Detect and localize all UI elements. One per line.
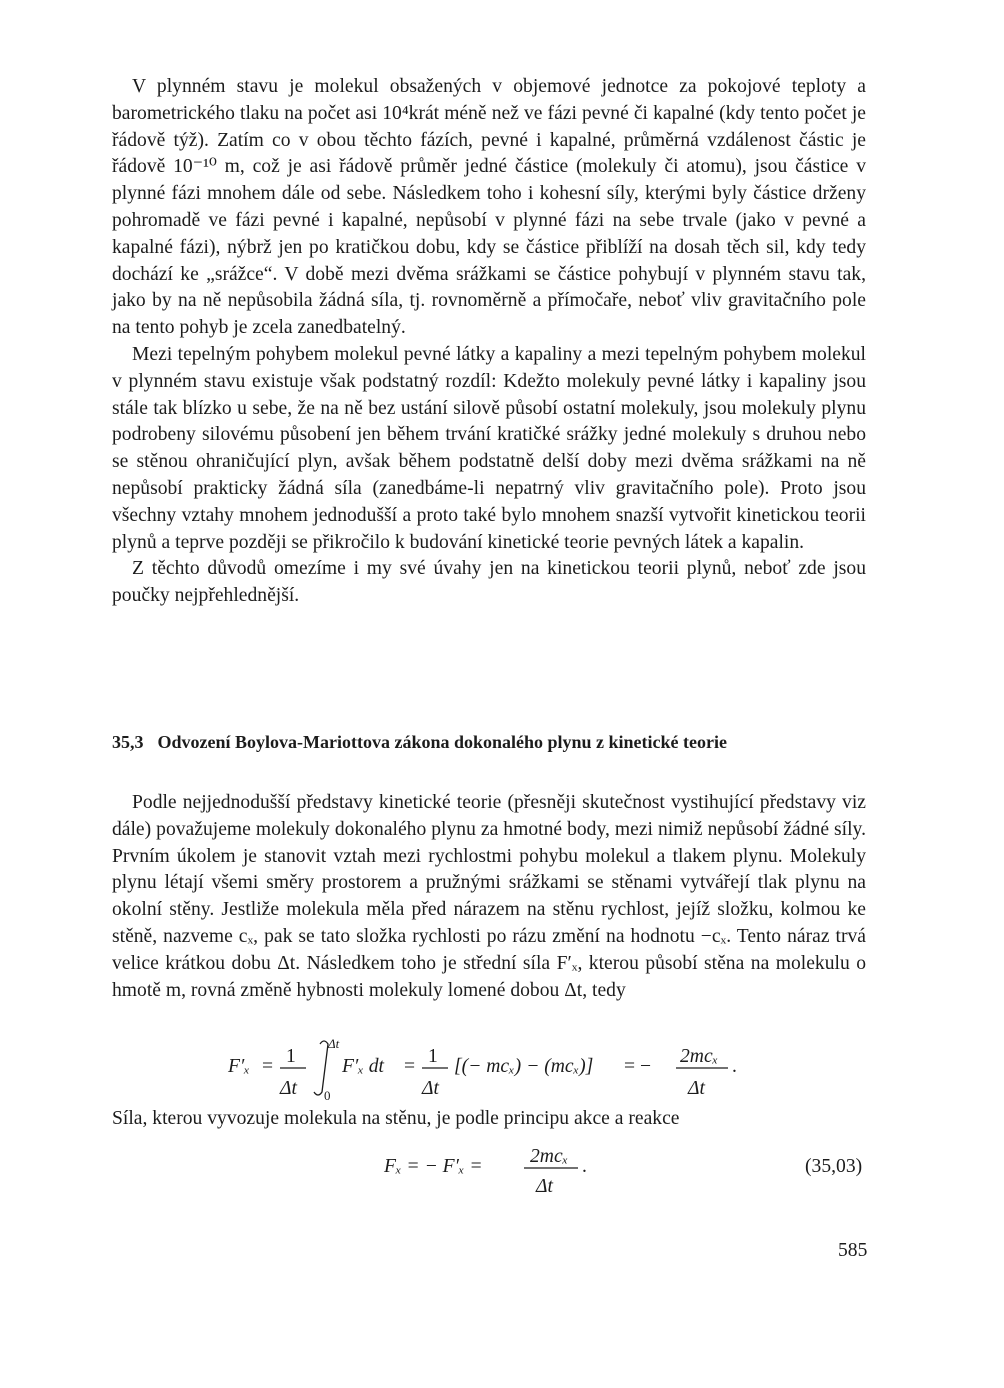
paragraph-1: V plynném stavu je molekul obsažených v objemové jednotce za pokojové teploty a barometrického tlaku na počet asi 10⁴krát méně než ve fázi pevné či kapalné (kdy tento počet je řádově týž). Zatím co v obou těchto fázích, pevné i kapalné, průměrná vzdálenost částic je řádově 10⁻¹⁰ m, což je asi řádově průměr jedné částice (molekuly či atomu), jsou částice v plynné fázi mnohem dále od sebe. Následkem toho i kohesní síly, kterými byly částice drženy pohromadě ve fázi pevné i kapalné, nepůsobí v plynné fázi na sebe trvale (jako v pevné a kapalné fázi), nýbrž jen po kratičkou dobu, kdy se částice přiblíží na dosah těch sil, kdy tedy dochází ke „srážce“. V době mezi dvěma srážkami se částice pohybují v plynném stavu tak, jako by na ně nepůsobila žádná síla, tj. rovnoměrně a přímočaře, neboť vliv gravitačního pole na tento pohyb je zcela zanedbatelný.: [112, 76, 866, 339]
paragraph-2: Mezi tepelným pohybem molekul pevné látky a kapaliny a mezi tepelným pohybem molekul v plynném stavu existuje však podstatný rozdíl: Kdežto molekuly pevné látky i kapaliny jsou stále tak blízko u sebe, že na ně bez ustání silově působí ostatní molekuly, jsou molekuly plynu podrobeny silovému působení jen během trvání kratičké srážky jedné molekuly s druhou nebo se stěnou ohraničující plyn, avšak během podstatně delší doby mezi dvěma srážkami na ně nepůsobí prakticky žádná síla (zanedbáme-li nepatrný vliv gravitačního pole). Proto jsou všechny vztahy mnohem jednodušší a proto také bylo mnohem snazší vytvořit kinetickou teorii plynů a teprve později se přikročilo k budování kinetické teorie pevných látek a kapalin.: [112, 343, 866, 553]
eq2-den: Δt: [536, 1176, 553, 1197]
svg-text:=: =: [404, 1056, 416, 1077]
eq1-frac1-num: 1: [286, 1046, 296, 1067]
eq1-frac3-num: 2mcₓ: [680, 1046, 719, 1067]
section-title: Odvození Boylova-Mariottova zákona dokonalého plynu z kinetické teorie: [157, 732, 727, 752]
eq2-lhs: Fₓ = − F′ₓ =: [384, 1156, 483, 1177]
equation-35-03: [384, 1140, 604, 1200]
body-text-bottom: [112, 790, 866, 1004]
eq2-num: 2mcₓ: [530, 1146, 569, 1167]
eq2-period: .: [582, 1156, 587, 1177]
paragraph-4: Podle nejjednodušší představy kinetické teorie (přesněji skutečnost vystihující představy viz dále) považujeme molekuly dokonalého plynu za hmotné body, mezi nimiž nepůsobí žádné síly. Prvním úkolem je stanovit vztah mezi rychlostmi pohybu molekul a tlakem plynu. Molekuly plynu létají všemi směry prostorem a pružnými srážkami se stěnami vytvářejí tlak plynu na okolní stěny. Jestliže molekula měla před nárazem na stěnu rychlost, jejíž složku, kolmou ke stěně, nazveme cₓ, pak se tato složka rychlosti po rázu změní na hodnotu −cₓ. Tento náraz trvá velice krátkou dobu Δt. Následkem toho je střední síla F′ₓ, kterou působí stěna na molekulu o hmotě m, rovná změně hybnosti molekuly lomené dobou Δt, tedy: [112, 792, 866, 1001]
equation-label: (35,03): [805, 1156, 863, 1177]
integral-sign: [314, 1041, 328, 1095]
eq1-integrand: F′ₓ dt: [342, 1056, 384, 1077]
svg-text:= −: = −: [624, 1056, 651, 1077]
svg-text:=: =: [262, 1056, 274, 1077]
eq1-frac2-den: Δt: [422, 1078, 439, 1099]
equation-mean-force: [228, 1036, 768, 1106]
page-number: 585: [838, 1240, 868, 1261]
sentence-action-reaction: Síla, kterou vyvozuje molekula na stěnu, je podle principu akce a reakce: [112, 1108, 680, 1129]
section-heading: [112, 732, 727, 753]
paragraph-3: Z těchto důvodů omezíme i my své úvahy jen na kinetickou teorii plynů, neboť zde jsou poučky nejpřehlednější.: [112, 558, 866, 607]
eq1-frac2-num: 1: [428, 1046, 438, 1067]
eq1-lhs: F′ₓ: [228, 1056, 250, 1077]
eq1-period: .: [732, 1056, 737, 1077]
eq1-frac3-den: Δt: [688, 1078, 705, 1099]
eq1-upper-limit: Δt: [328, 1036, 340, 1051]
section-number: 35,3: [112, 732, 144, 752]
body-text-top: [112, 74, 866, 610]
eq1-bracket: [(− mcₓ) − (mcₓ)]: [454, 1056, 594, 1077]
eq1-lower-limit: 0: [324, 1088, 331, 1103]
eq1-frac1-den: Δt: [280, 1078, 297, 1099]
